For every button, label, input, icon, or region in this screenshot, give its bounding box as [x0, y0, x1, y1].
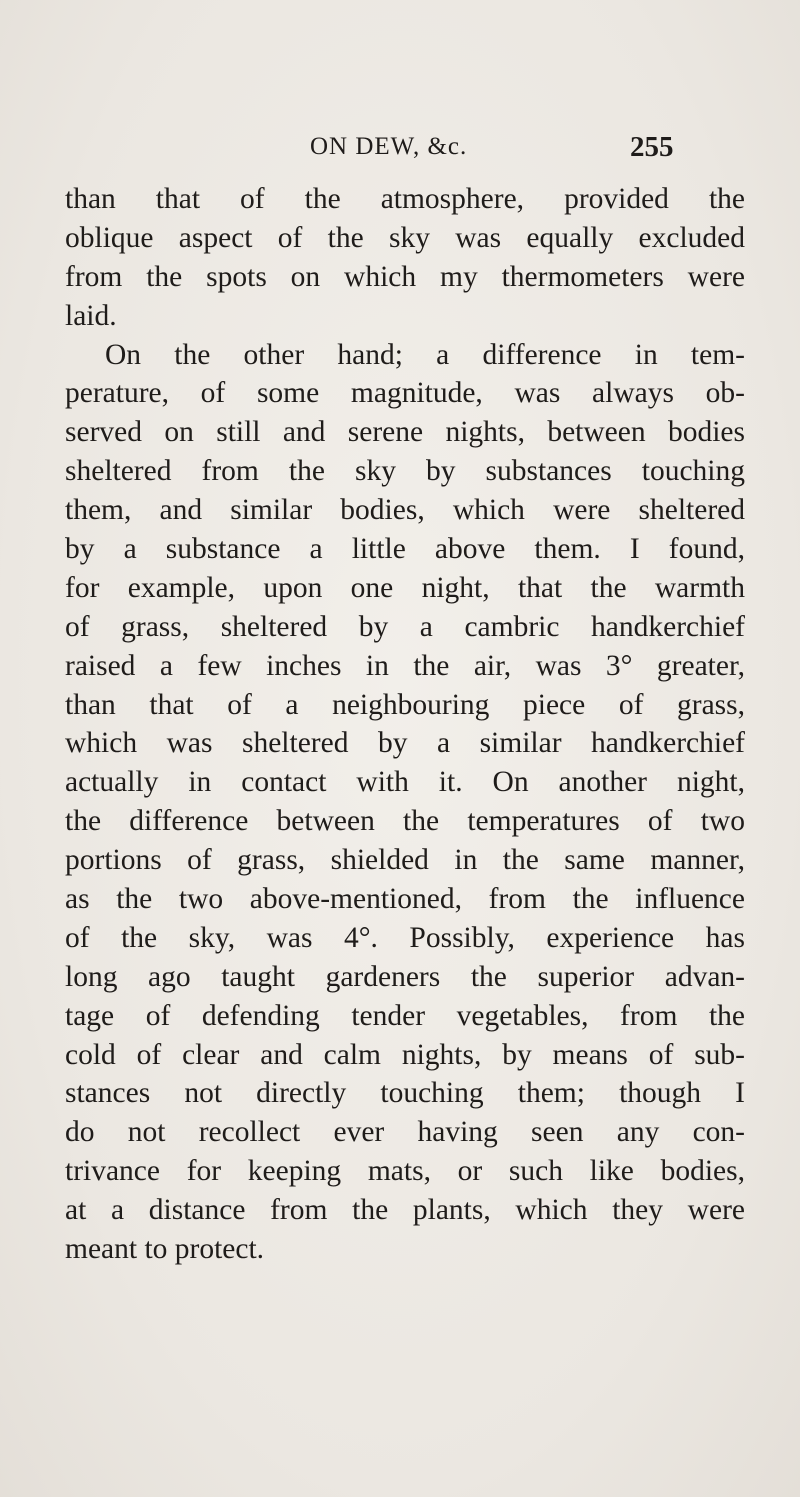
- text-line: oblique aspect of the sky was equally excluded: [65, 221, 745, 254]
- text-line: stances not directly touching them; though I: [65, 1077, 745, 1110]
- text-line: actually in contact with it. On another night,: [65, 766, 745, 799]
- text-line: On the other hand; a difference in tem-: [105, 338, 745, 371]
- text-line: as the two above-mentioned, from the influence: [65, 883, 745, 916]
- text-line: by a substance a little above them. I found,: [65, 533, 745, 566]
- text-line: do not recollect ever having seen any con-: [65, 1116, 745, 1149]
- text-line: of the sky, was 4°. Possibly, experience has: [65, 921, 745, 954]
- text-line: for example, upon one night, that the warmth: [65, 571, 745, 604]
- text-line: meant to protect.: [65, 1233, 265, 1266]
- text-line: than that of a neighbouring piece of grass,: [65, 688, 745, 721]
- text-line: sheltered from the sky by substances touching: [65, 455, 745, 488]
- text-line: raised a few inches in the air, was 3° greater,: [65, 649, 745, 682]
- text-line: which was sheltered by a similar handkerchief: [65, 727, 745, 760]
- text-line: them, and similar bodies, which were sheltered: [65, 494, 745, 527]
- text-line: cold of clear and calm nights, by means of sub-: [65, 1038, 745, 1071]
- text-line: long ago taught gardeners the superior advan-: [65, 960, 745, 993]
- text-line: tage of defending tender vegetables, from the: [65, 999, 745, 1032]
- running-head: [0, 133, 800, 169]
- text-line: trivance for keeping mats, or such like bodies,: [65, 1155, 745, 1188]
- text-line: than that of the atmosphere, provided the: [65, 183, 745, 215]
- text-line: from the spots on which my thermometers were: [65, 260, 745, 293]
- running-head-title: ON DEW, &c.: [310, 133, 468, 160]
- text-line: portions of grass, shielded in the same manner,: [65, 844, 745, 877]
- body-text: [65, 180, 745, 1269]
- text-line: of grass, sheltered by a cambric handkerchief: [65, 610, 745, 643]
- text-line: the difference between the temperatures of two: [65, 805, 745, 838]
- text-line: served on still and serene nights, between bodies: [65, 416, 745, 449]
- text-line: at a distance from the plants, which they were: [65, 1194, 745, 1227]
- text-line: perature, of some magnitude, was always ob-: [65, 377, 745, 410]
- page-number: 255: [630, 131, 674, 163]
- text-line: laid.: [65, 299, 117, 332]
